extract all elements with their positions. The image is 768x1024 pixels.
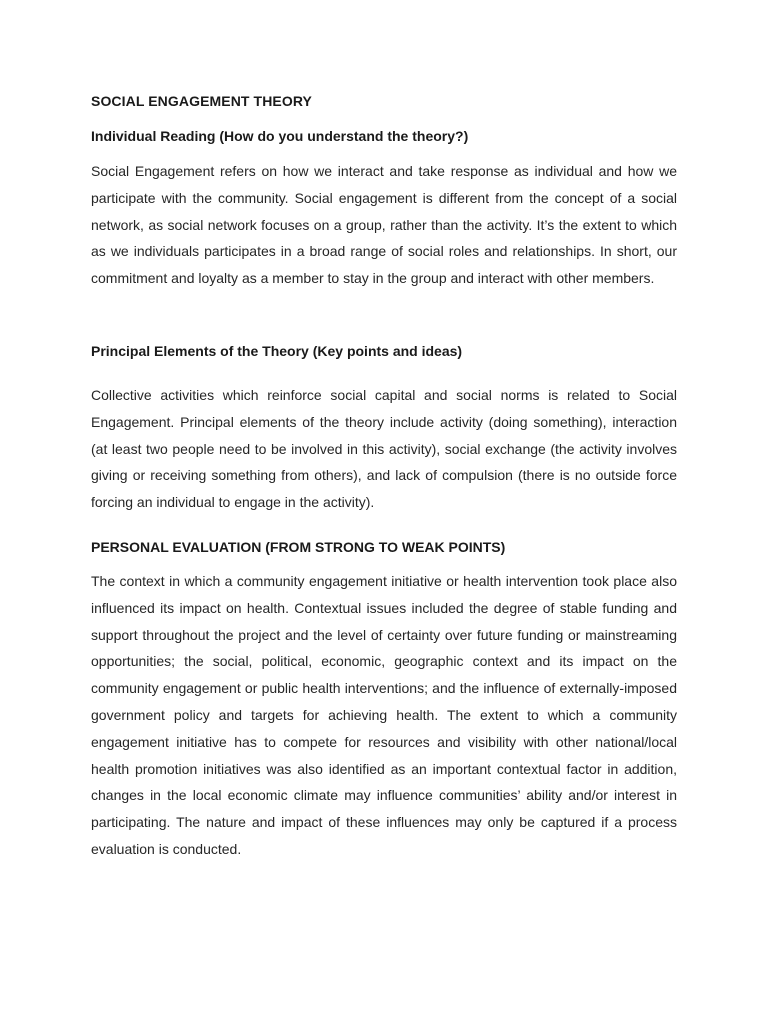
section-heading-individual-reading: Individual Reading (How do you understand the theory?)	[91, 128, 469, 144]
section-body-individual-reading: Social Engagement refers on how we interact and take response as individual and how we participate with the community. Social engagement is different from the concept of a social network, as social network focuses on a group, rather than the activity. It’s the extent to which as we individuals participates in a broad range of social roles and relationships. In short, our commitment and loyalty as a member to stay in the group and interact with other members.	[91, 163, 677, 287]
section-heading-principal-elements: Principal Elements of the Theory (Key points and ideas)	[91, 343, 463, 359]
section-body-principal-elements: Collective activities which reinforce social capital and social norms is related to Social Engagement. Principal elements of the theory include activity (doing something), interaction (at least two people need to be involved in this activity), social exchange (the activity involves giving or receiving something from others), and lack of compulsion (there is no outside force forcing an individual to engage in the activity).	[91, 387, 677, 511]
section-body-personal-evaluation: The context in which a community engagement initiative or health intervention took place also influenced its impact on health. Contextual issues included the degree of stable funding and support throughout the project and the level of certainty over future funding or mainstreaming opportunities; the social, political, economic, geographic context and its impact on the community engagement or public health interventions; and the influence of externally-imposed government policy and targets for achieving health. The extent to which a community engagement initiative has to compete for resources and visibility with other national/local health promotion initiatives was also identified as an important contextual factor in addition, changes in the local economic climate may influence communities’ ability and/or interest in participating. The nature and impact of these influences may only be captured if a process evaluation is conducted.	[91, 573, 677, 857]
page-title: SOCIAL ENGAGEMENT THEORY	[91, 93, 312, 109]
section-heading-personal-evaluation: PERSONAL EVALUATION (FROM STRONG TO WEAK POINTS)	[91, 539, 506, 555]
